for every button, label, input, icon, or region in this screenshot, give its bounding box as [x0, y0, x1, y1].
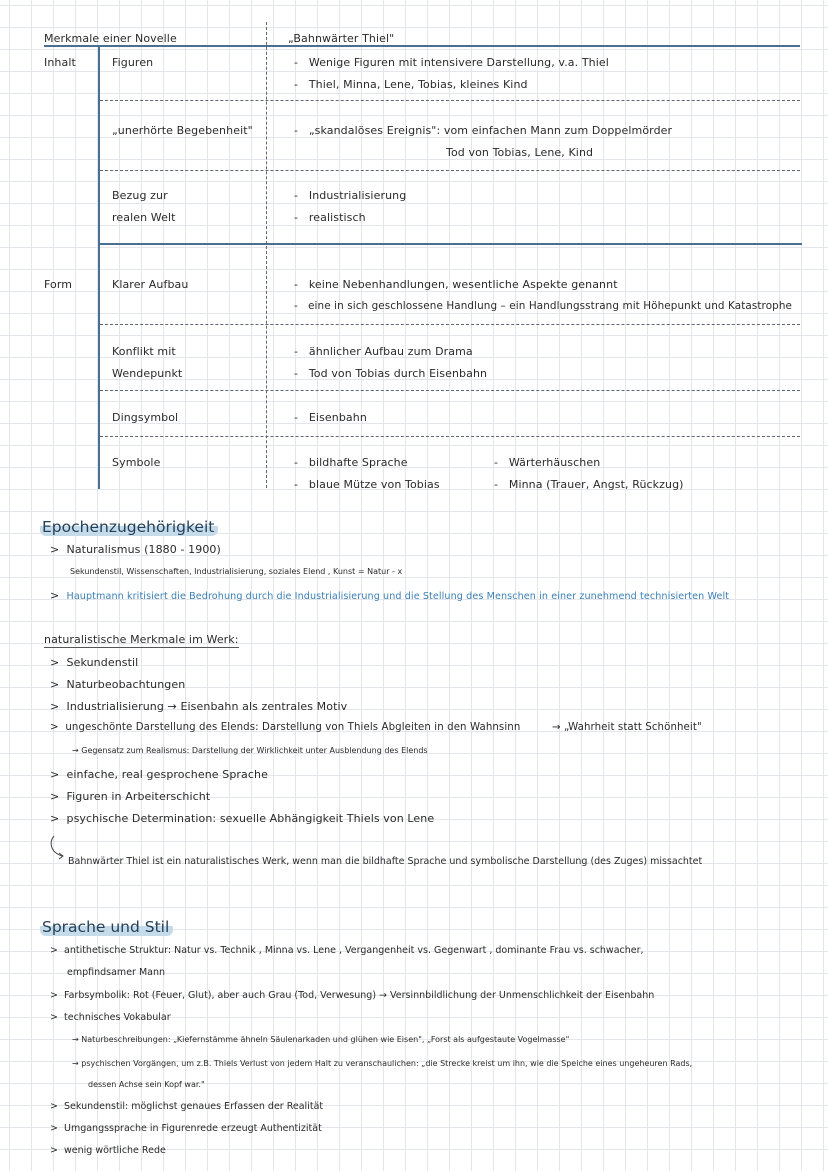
- list-item: > psychische Determination: sexuelle Abhängigkeit Thiels von Lene: [50, 812, 435, 825]
- row-label: Symbole: [112, 456, 161, 469]
- list-item: > Industrialisierung → Eisenbahn als zentrales Motiv: [50, 700, 348, 713]
- row-label: Wendepunkt: [112, 367, 183, 380]
- table-header-title: „Bahnwärter Thiel": [288, 32, 395, 45]
- bullet-item: > Umgangssprache in Figurenrede erzeugt Authentizität: [50, 1123, 322, 1134]
- row-item: - Eisenbahn: [294, 411, 367, 424]
- row-label: Bezug zur: [112, 189, 168, 202]
- row-divider: [100, 324, 800, 325]
- col-rule-mid: [266, 22, 267, 488]
- list-item: > Figuren in Arbeiterschicht: [50, 790, 211, 803]
- bullet-item: > wenig wörtliche Rede: [50, 1145, 166, 1156]
- list-item: > ungeschönte Darstellung des Elends: Darstellung von Thiels Abgleiten in den Wahnsinn: [50, 722, 521, 733]
- bullet-item: > Hauptmann kritisiert die Bedrohung durch die Industrialisierung und die Stellung des Menschen in einer zunehmend technisierten Welt: [50, 589, 730, 602]
- group-label-inhalt: Inhalt: [44, 56, 76, 69]
- row-item: - ähnlicher Aufbau zum Drama: [294, 345, 473, 358]
- bullet-item: > technisches Vokabular: [50, 1012, 171, 1023]
- wahrheit-note: → „Wahrheit statt Schönheit": [552, 722, 702, 733]
- bullet-item: > Sekundenstil: möglichst genaues Erfassen der Realität: [50, 1101, 324, 1112]
- header-rule: [44, 45, 800, 47]
- row-item: Tod von Tobias, Lene, Kind: [446, 146, 594, 159]
- group-label-form: Form: [44, 278, 73, 291]
- row-divider: [100, 170, 800, 171]
- sub-item: → Gegensatz zum Realismus: Darstellung der Wirklichkeit unter Ausblendung des Elends: [72, 746, 428, 755]
- row-label: „unerhörte Begebenheit": [112, 124, 253, 137]
- bullet-continuation: empfindsamer Mann: [67, 967, 166, 978]
- bullet-item: > Naturalismus (1880 - 1900): [50, 543, 221, 556]
- bullet-item: > Farbsymbolik: Rot (Feuer, Glut), aber auch Grau (Tod, Verwesung) → Versinnbildlichung der Unmenschlichkeit der Eisenbahn: [50, 990, 655, 1001]
- row-item: - eine in sich geschlossene Handlung – ein Handlungsstrang mit Höhepunkt und Katastrophe: [294, 300, 793, 312]
- row-item: - Minna (Trauer, Angst, Rückzug): [494, 478, 684, 491]
- row-label: Klarer Aufbau: [112, 278, 189, 291]
- row-divider: [100, 436, 800, 437]
- section-heading-sprache: Sprache und Stil: [40, 917, 173, 936]
- group-rule: [98, 243, 802, 245]
- row-divider: [100, 100, 800, 101]
- sub-item: → Naturbeschreibungen: „Kiefernstämme ähneln Säulenarkaden und glühen wie Eisen", „Forst als aufgestaute Vogelmasse": [72, 1035, 570, 1044]
- list-item: > Naturbeobachtungen: [50, 678, 186, 691]
- row-item: - „skandalöses Ereignis": vom einfachen Mann zum Doppelmörder: [294, 124, 673, 137]
- list-item: > einfache, real gesprochene Sprache: [50, 768, 268, 781]
- merkmale-heading: naturalistische Merkmale im Werk:: [44, 633, 239, 646]
- row-item: - blaue Mütze von Tobias: [294, 478, 440, 491]
- row-item: - bildhafte Sprache: [294, 456, 408, 469]
- row-label: realen Welt: [112, 211, 176, 224]
- col-rule-left: [98, 45, 100, 489]
- section-heading-epoche: Epochenzugehörigkeit: [40, 517, 218, 536]
- row-item: - realistisch: [294, 211, 366, 224]
- curved-arrow-icon: [48, 834, 70, 862]
- bullet-item: > antithetische Struktur: Natur vs. Technik , Minna vs. Lene , Vergangenheit vs. Gegenwart , dominante Frau vs. schwacher,: [50, 945, 644, 956]
- sub-item-continuation: dessen Achse sein Kopf war.": [88, 1080, 205, 1089]
- conclusion-text: Bahnwärter Thiel ist ein naturalistisches Werk, wenn man die bildhafte Sprache und symbolische Darstellung (des Zuges) missachtet: [68, 856, 703, 867]
- list-item: > Sekundenstil: [50, 656, 139, 669]
- row-item: - Industrialisierung: [294, 189, 407, 202]
- row-item: - Wenige Figuren mit intensivere Darstellung, v.a. Thiel: [294, 56, 609, 69]
- row-item: - Tod von Tobias durch Eisenbahn: [294, 367, 488, 380]
- table-header-merkmale: Merkmale einer Novelle: [44, 32, 177, 45]
- row-label: Konflikt mit: [112, 345, 176, 358]
- row-item: - keine Nebenhandlungen, wesentliche Aspekte genannt: [294, 278, 618, 291]
- sub-item: → psychischen Vorgängen, um z.B. Thiels Verlust von jedem Halt zu veranschaulichen: „die Strecke kreist um ihn, wie die Speiche eines ungeheuren Rads,: [72, 1059, 693, 1068]
- row-label: Figuren: [112, 56, 154, 69]
- sub-item: Sekundenstil, Wissenschaften, Industrialisierung, soziales Elend , Kunst = Natur - x: [70, 567, 403, 576]
- row-label: Dingsymbol: [112, 411, 179, 424]
- row-divider: [100, 390, 800, 391]
- row-item: - Thiel, Minna, Lene, Tobias, kleines Kind: [294, 78, 528, 91]
- row-item: - Wärterhäuschen: [494, 456, 601, 469]
